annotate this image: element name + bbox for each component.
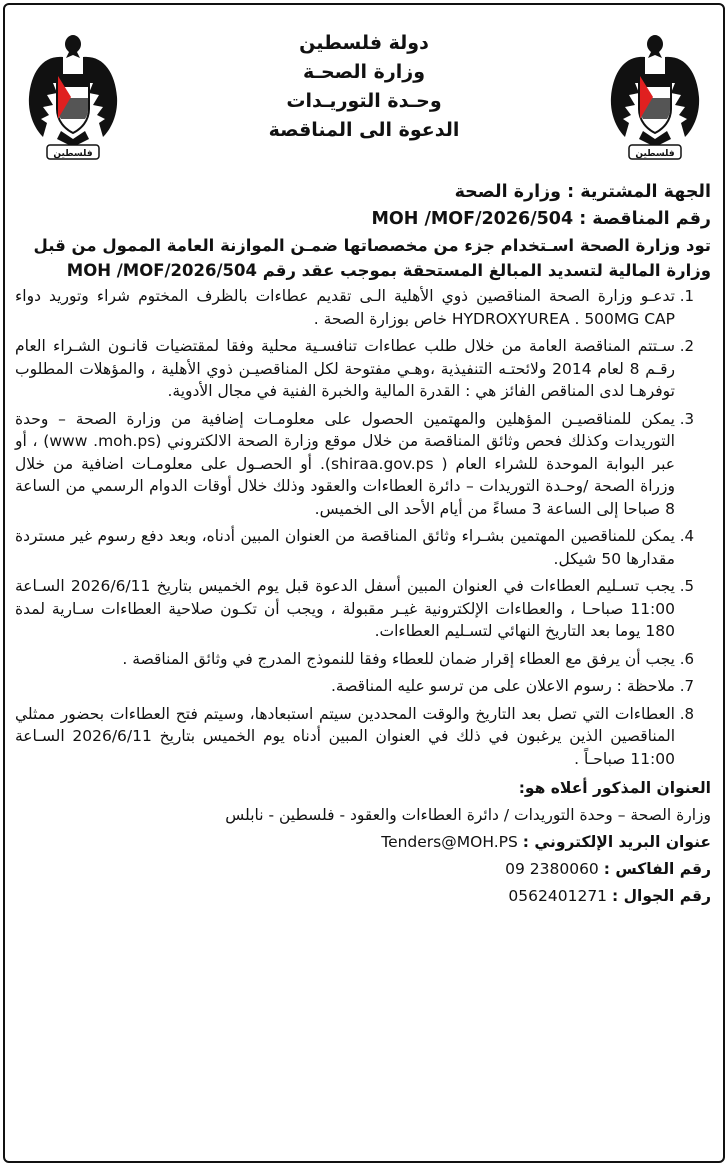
emblem-scroll-text: فلسطين [53, 149, 93, 159]
intro-line-1: تود وزارة الصحة اسـتخدام جزء من مخصصاتها ضمـن الموازنة العامة الممول من قبل [33, 236, 711, 255]
address-line: وزارة الصحة – وحدة التوريدات / دائرة العطاءات والعقود - فلسطين - نابلس [225, 806, 711, 824]
mobile-row [15, 883, 711, 910]
address-heading: العنوان المذكور أعلاه هو: [518, 779, 711, 797]
tender-terms-list [15, 285, 711, 770]
list-item: 7. ملاحظة : رسوم الاعلان على من ترسو عليه المناقصة. [15, 675, 675, 698]
contact-block [15, 775, 711, 910]
palestine-emblem-icon [23, 27, 123, 167]
mobile-label: رقم الجوال : [611, 887, 711, 905]
unit-name: وحـدة التوريـدات [286, 90, 442, 112]
email-row [15, 829, 711, 856]
fax-label: رقم الفاكس : [603, 860, 711, 878]
list-item: 8. العطاءات التي تصل بعد التاريخ والوقت المحددين سيتم استبعادها، وسيتم فتح العطاءات بحضور ممثلي المناقصين الذين يرغبون في ذلك في العنوان المبين أدناه يوم الخميس بتاريخ 2026/6/11 السـاعة 11:00 صباحـاً . [15, 703, 675, 771]
purchaser-line: الجهة المشترية : وزارة الصحة [454, 182, 711, 202]
list-item: 3. يمكن للمناقصيـن المؤهلين والمهتمين الحصول على معلومـات إضافية من وزارة الصحة – وحدة التوريدات وكذلك فحص وثائق المناقصة من خلال موقع وزارة الصحة الالكتروني (www .moh.ps) ، أو عبر البوابة الموحدة للشراء العام ( shiraa.gov.ps). أو الحصـول على معلومـات اضافية من خلال وزراة الصحة /وحـدة التوريدات – دائرة العطاءات والعقود وذلك خلال أوقات الدوام الرسمي من الساعة 8 صباحا إلى الساعة 3 مساءً من أيام الأحد الى الخميس. [15, 408, 675, 521]
announcement-title: الدعوة الى المناقصة [268, 119, 460, 141]
announcement-body [15, 179, 711, 910]
fax-row [15, 856, 711, 883]
tender-announcement-page [3, 3, 725, 1163]
fax-value: 09 2380060 [505, 860, 599, 878]
email-label: عنوان البريد الإلكتروني : [522, 833, 711, 851]
state-name: دولة فلسطين [299, 32, 429, 54]
mobile-value: 0562401271 [508, 887, 608, 905]
emblem-scroll-text: فلسطين [635, 149, 675, 159]
list-item: 4. يمكن للمناقصين المهتمين بشـراء وثائق المناقصة من العنوان المبين أدناه، وبعد دفع رسوم غير مستردة مقدارها 50 شيكل. [15, 525, 675, 570]
list-item: 5. يجب تسـليم العطاءات في العنوان المبين أسفل الدعوة قبل يوم الخميس بتاريخ 2026/6/11 السـاعة 11:00 صباحـا ، والعطاءات الإلكترونية غيـر مقبولة ، ويجب أن تكـون صلاحية العطاءات سـارية لمدة 180 يوما بعد التاريخ النهائي لتسـليم العطاءات. [15, 575, 675, 643]
intro-line-2: وزارة المالية لتسديد المبالغ المستحقة بموجب عقد رقم MOH /MOF/2026/504 [66, 261, 711, 280]
list-item: 6. يجب أن يرفق مع العطاء إقرار ضمان للعطاء وفقا للنموذج المدرج في وثائق المناقصة . [15, 648, 675, 671]
palestine-emblem-icon [605, 27, 705, 167]
ministry-header [155, 29, 573, 145]
ministry-name: وزارة الصحـة [302, 61, 426, 83]
list-item: 2. سـتتم المناقصة العامة من خلال طلب عطاءات تنافسـية محلية وفقا لمقتضيات قانـون الشـراء العام رقـم 8 لعام 2014 ولائحتـه التنفيذية ،وهـي مفتوحة لكل المناقصيـن ذوي الأهلية ، والمؤهلات المطلوب توفرهـا لدى المناقص الفائز هي : القدرة المالية والخبرة الفنية في مجال الأدوية. [15, 335, 675, 403]
email-value[interactable]: Tenders@MOH.PS [381, 833, 518, 851]
list-item: 1. تدعـو وزارة الصحة المناقصين ذوي الأهلية الـى تقديم عطاءات بالظرف المختوم شراء وتوريد دواء HYDROXYUREA . 500MG CAP خاص بوزارة الصحة . [15, 285, 675, 330]
tender-number-line: رقم المناقصة : MOH /MOF/2026/504 [371, 209, 711, 229]
